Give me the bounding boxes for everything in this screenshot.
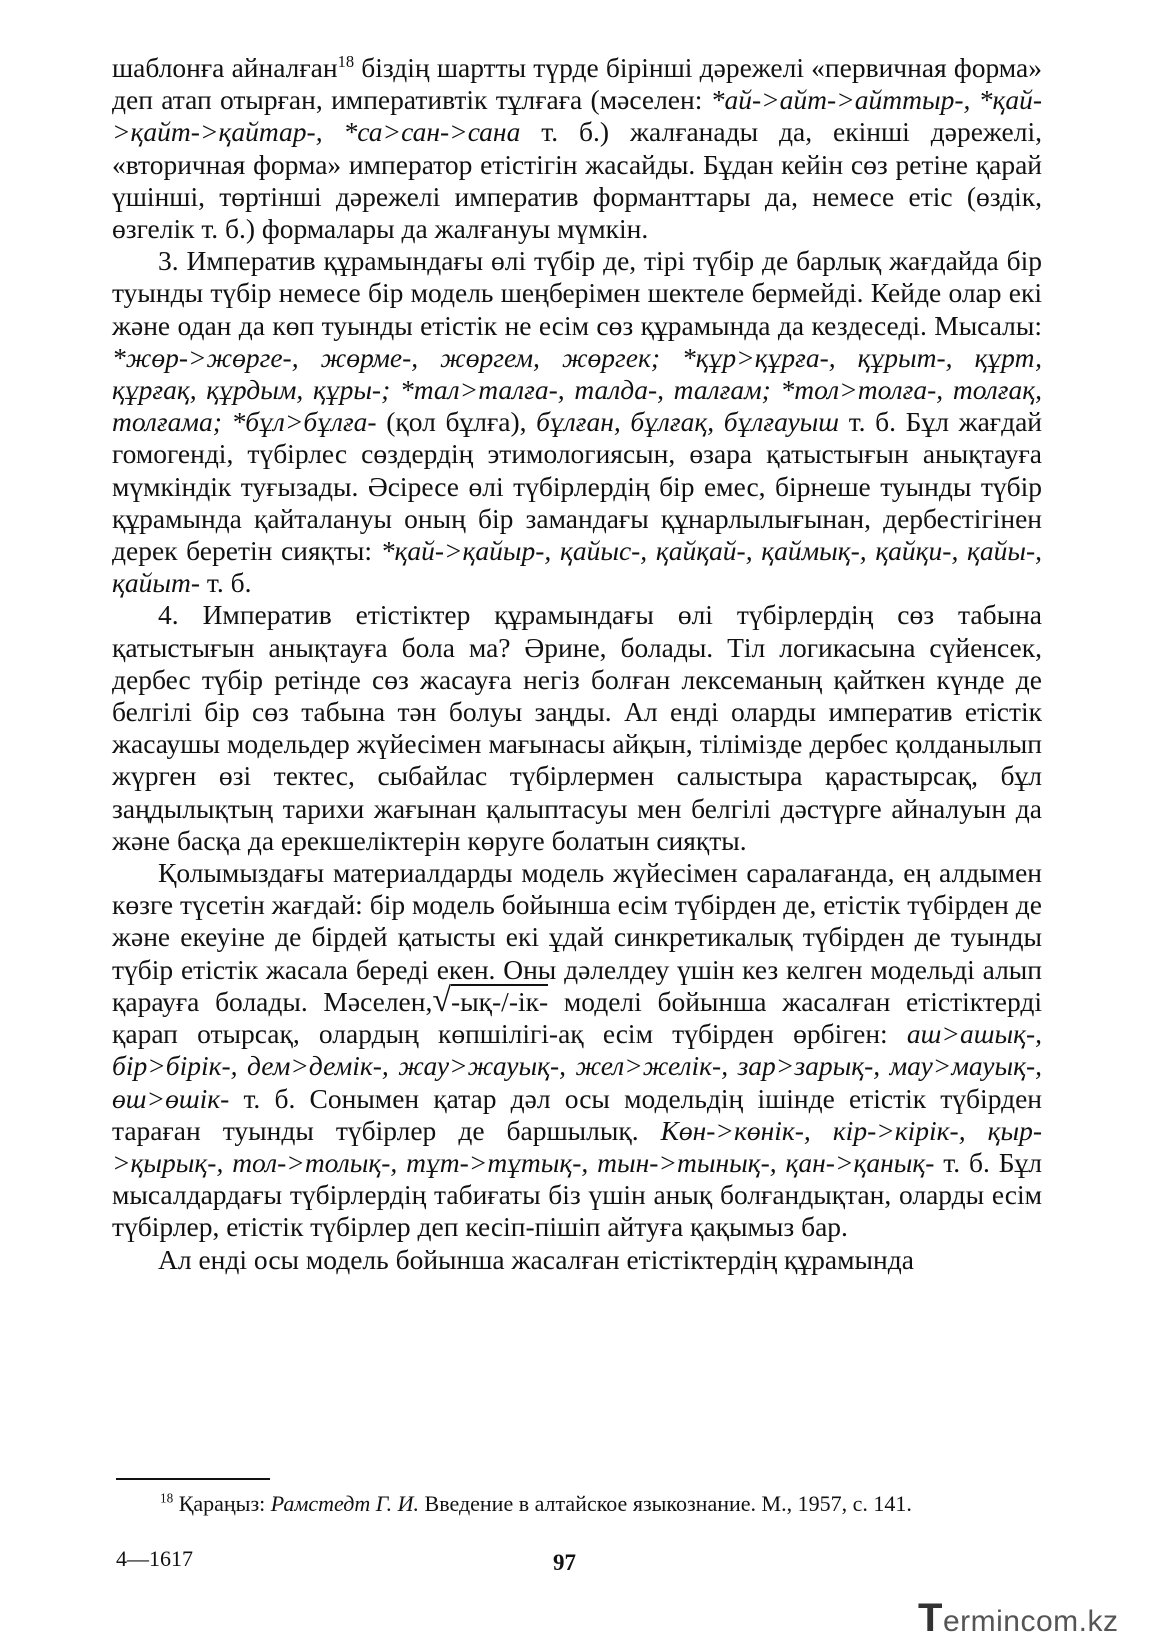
footnote-text: Введение в алтайское языкознание. М., 1957, с. 141. <box>419 1491 912 1516</box>
paragraph-p4 <box>112 857 1042 1243</box>
text-run: моделі бойынша жасалған етістіктерді қарап отырсақ, олардың көпшілігі-ақ есім түбірден өрбіген: <box>112 985 1042 1050</box>
watermark-initial: T <box>918 1596 943 1640</box>
model-suffix: -ық-/-ік- <box>451 985 549 1017</box>
footnote <box>160 1490 1050 1518</box>
radical-sign: √ <box>432 981 452 1019</box>
example-words: *ай->айт->айттыр-, *қай->қайт->қайтар-, *са>сан->сана <box>112 84 1043 148</box>
text-run: Қолымыздағы материалдарды модель жүйесімен саралағанда, ең алдымен көзге түсетін жағдай: бір модель бойынша есім түбірден де, етістік түбірден де және екеуіне де бірдей қатысты екі ұдай синкретикалық түбірден де туынды түбір етістік жасала береді екен. Оны дәлелдеу үшін кез келген модельді алып қарауға болады. Мәселен, <box>112 857 1042 1017</box>
text-run: 4. Императив етістіктер құрамындағы өлі түбірлердің сөз табына қатыстығын анықтауға бола ма? Әрине, болады. Тіл логикасына сүйенсек, дербес түбір ретінде сөз жасауға негіз болған лексеманың қайткен күнде де белгілі бір сөз табына тән болуы заңды. Ал енді оларды императив етістік жасаушы модельдер жүйесімен мағынасы айқын, тілімізде дербес қолданылып жүрген өзі тектес, сыбайлас түбірлермен салыстыра қарастырсақ, бұл заңдылықтың тарихи жағынан қалыптасуы мен белгілі дәстүрге айналуын да және басқа да ерекшеліктерін көруге болатын сияқты. <box>112 599 1042 856</box>
text-run: т. б.) жалғанады да, екінші дәрежелі, «вторичная форма» император етістігін жасайды. Бұдан кейін сөз ретіне қарай үшінші, төртінші дәрежелі императив форманттары да, немесе етіс (өздік, өзгелік т. б.) формалары да жалғануы мүмкін. <box>112 116 1042 245</box>
paragraph-p1 <box>112 52 1042 245</box>
footnote-ref: 18 <box>337 51 355 71</box>
signature-mark: 4—1617 <box>116 1546 193 1571</box>
text-run: шаблонға айналған <box>112 52 338 83</box>
example-words: Көн->көнік-, кір->кірік-, қыр->қырық-, тол->толық-, тұт->тұтық-, тын->тынық-, қан->қанық- <box>112 1114 1042 1178</box>
page-body <box>112 52 1042 1276</box>
text-run: т. б. <box>200 567 252 599</box>
text-run: т. б. Бұл жағдай гомогенді, түбірлес сөздердің этимологиясын, өзара қатыстығын анықтауға мүмкіндік туғызады. Әсіресе өлі түбірлердің бір емес, бірнеше туынды түбір құрамында қайталануы оның бір замандағы құнарлылығынан, дербестігінен дерек беретін сияқты: <box>112 406 1042 567</box>
example-words: *қай->қайыр-, қайыс-, қайқай-, қаймық-, қайқи-, қайы-, қайыт- <box>112 535 1042 599</box>
paragraph-p5 <box>112 1244 1042 1276</box>
footnote-author: Рамстедт Г. И. <box>270 1491 420 1516</box>
footnote-lead: Қараңыз: <box>173 1491 271 1516</box>
text-run: біздің шартты түрде бірінші дәрежелі «первичная форма» деп атап отырған, императивтік тұлғаға (мәселен: <box>112 52 1042 116</box>
paragraph-p3 <box>112 599 1042 857</box>
text-run: Ал енді осы модель бойынша жасалған етістіктердің құрамында <box>158 1243 914 1275</box>
example-words: аш>ашық-, бір>бірік-, дем>демік-, жау>жауық-, жел>желік-, зар>зарық-, мау>мауық-, өш>өшік- <box>112 1018 1042 1114</box>
text-run: 3. Императив құрамындағы өлі түбір де, тірі түбір де барлық жағдайда бір туынды түбір немесе бір модель шеңберімен шектеле бермейді. Кейде олар екі және одан да көп туынды етістік не есім сөз құрамында да кездеседі. Мысалы: <box>112 245 1042 341</box>
page-number: 97 <box>553 1550 576 1575</box>
example-words: *жөр->жөрге-, жөрме-, жөргем, жөргек; *құр>құрға-, құрыт-, құрт, құрғақ, құрдым, құры-; *тал>талға-, талда-, талғам; *тол>толға-, толғақ, толғама; *бұл>бұлға- <box>112 341 1042 438</box>
footnote-number: 18 <box>160 1490 174 1506</box>
text-run: т. б. Бұл мысалдардағы түбірлердің табиғаты біз үшін анық болғандықтан, оларды есім түбірлер, етістік түбірлер деп кесіп-пішіп айтуға қақымыз бар. <box>112 1146 1042 1243</box>
footnote-divider <box>116 1478 270 1480</box>
example-words: бұлған, бұлғақ, бұлғауыш <box>536 406 840 438</box>
text-run: (қол бұлға), <box>376 406 537 438</box>
paragraph-p2 <box>112 245 1042 599</box>
watermark-rest: ermincom.kz <box>942 1605 1119 1638</box>
text-run: т. б. Сонымен қатар дәл осы модельдің ішінде етістік түбірден тараған туынды түбірлер де баршылық. <box>112 1082 1042 1146</box>
watermark <box>918 1596 1118 1641</box>
